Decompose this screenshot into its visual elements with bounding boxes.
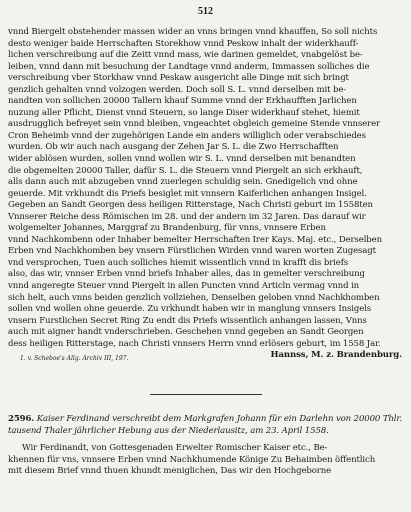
text-line: ausdrugglich befreyet sein vnnd bleiben, vngeachtet obgleich gemeine Stende vnnserer (8, 119, 380, 130)
entry-number: 2596. (8, 414, 35, 424)
text-line: auch mit aigner handt vnderschrieben. Geschehen vnnd gegeben an Sandt Georgen (8, 327, 364, 338)
text-line: geuerde. Mit vrkhundt dis Priefs besiglet mit vnnsern Kaiferlichen anhangen Insigel. (8, 188, 367, 199)
text-line: Gegeben an Sandt Georgen dess heiligen Ritterstage, Nach Christi geburt im 1558ten (8, 200, 373, 211)
document-entry (8, 414, 406, 478)
text-line: dess heiligen Ritterstage, nach Christi vnnsers Herrn vnnd erlösers geburt, im 1558 Jar. (8, 338, 381, 349)
text-line: desto weniger baide Herrschaften Storekhow vnnd Peskow inhalt der widerkhauff- (8, 38, 359, 49)
text-line: wider ablösen wurden, sollen vnnd wollen wir S. L. vnnd derselben mit benandten (8, 154, 356, 165)
page-number: 512 (198, 6, 213, 17)
text-line: lichen verschreibung auf die Zeitt vnnd mass, wie darinen gemeldet, vnabgelöst be- (8, 50, 363, 61)
text-line: sollen vnd wollen ohne geuerde. Zu vrkhundt haben wir in manglung vnnsers Insigels (8, 304, 372, 315)
text-line: vnsern Furstlichen Secret Ring Zu endt dis Priefs wissentlich anhangen lassen, Vnns (8, 315, 367, 326)
entry-heading (8, 414, 406, 426)
signature: Hannss, M. z. Brandenburg. (270, 350, 402, 361)
entry-summary-line: Kaiser Ferdinand verschreibt dem Markgrafen Johann für ein Darlehn von 20000 Thlr. (36, 414, 403, 424)
text-line: nuzung aller Pflicht, Dienst vnnd Steuern, so lange Diser widerkhauf stehet, hiemit (8, 107, 360, 118)
text-line: wurden. Ob wir auch nach ausgang der Zehen Jar S. L. die Zwo Herrschafften (8, 142, 339, 153)
text-line: genzlich gehalten vnnd volzogen werden. Doch soll S. L. vnnd derselben mit be- (8, 84, 347, 95)
text-line: alls dann auch mit abzugeben vnnd zuerlegen schuldig sein. Gnedigelich vnd ohne (8, 177, 358, 188)
text-line: Vnnserer Reiche dess Römischen im 28. und der andern im 32 Jaren. Das darauf wir (8, 211, 366, 222)
text-line: vnnd Nachkombenn oder Inhaber bemelter Herrschaften Irer Kays. Maj. etc., Derselben (8, 234, 382, 245)
text-line: Cron Beheimb vnnd der zugehörigen Lande ein anders williglich oder verabschiedes (8, 130, 366, 141)
text-line: Wir Ferdinandt, von Gottesgenaden Erwelter Romischer Kaiser etc., Be- (22, 443, 328, 454)
footnote: 1. v. Scheboe's Allg. Archiv III, 197. (20, 355, 129, 362)
text-line: nandten von sollichen 20000 Tallern khauf Summe vnnd der Erkhaufften Jarlichen (8, 96, 357, 107)
text-line: Erben vnd Nachkhomben bey vnsern Fürstlichen Wirden vnnd waren worten Zugesagt (8, 246, 376, 257)
text-line: khennen für vns, vnnsere Erben vnnd Nachkhumende Könige Zu Behaimben öffentlich (8, 454, 376, 465)
text-line: wolgemelter Johannes, Marggraf zu Brandenburg, für vnns, vnnsere Erben (8, 223, 326, 234)
text-line: die obgemelten 20000 Taller, dafür S. L. die Steuern vnnd Piergelt an sich erkhauft, (8, 165, 363, 176)
text-line: sich helt, auch vnns beiden genzlich vollziehen, Denselben geloben vnnd Nachkhomben (8, 292, 380, 303)
text-line: vnnd Biergelt obstehender massen wider an vnns bringen vnnd khauffen, So soll nichts (8, 27, 378, 37)
entry-text (8, 443, 406, 478)
text-line: also, das wir, vnnser Erben vnnd briefs Inhaber alles, das in gemelter verschreibung (8, 269, 365, 280)
entry-summary-line: tausend Thaler jährlicher Hebung aus der Niederlausitz, am 23. April 1558. (8, 425, 329, 436)
section-divider (150, 394, 262, 395)
text-line: leiben, vnnd dann mit besuchung der Landtage vnnd anderm, Immassen solliches die (8, 61, 370, 72)
text-line: vnd versprochen, Tuen auch solliches hiemit wissentlich vnnd in krafft dis briefs (8, 257, 349, 268)
text-line: mit diesem Brief vnnd thuen khundt meniglichen, Das wir den Hochgeborne (8, 466, 332, 477)
text-line: verschreibung vber Storkhaw vnnd Peskaw ausgericht alle Dinge mit sich bringt (8, 73, 349, 84)
document-body (8, 27, 406, 362)
text-line: vnnd angeregte Steuer vnnd Piergelt in allen Puncten vnnd Articln vermag vnnd in (8, 281, 360, 292)
